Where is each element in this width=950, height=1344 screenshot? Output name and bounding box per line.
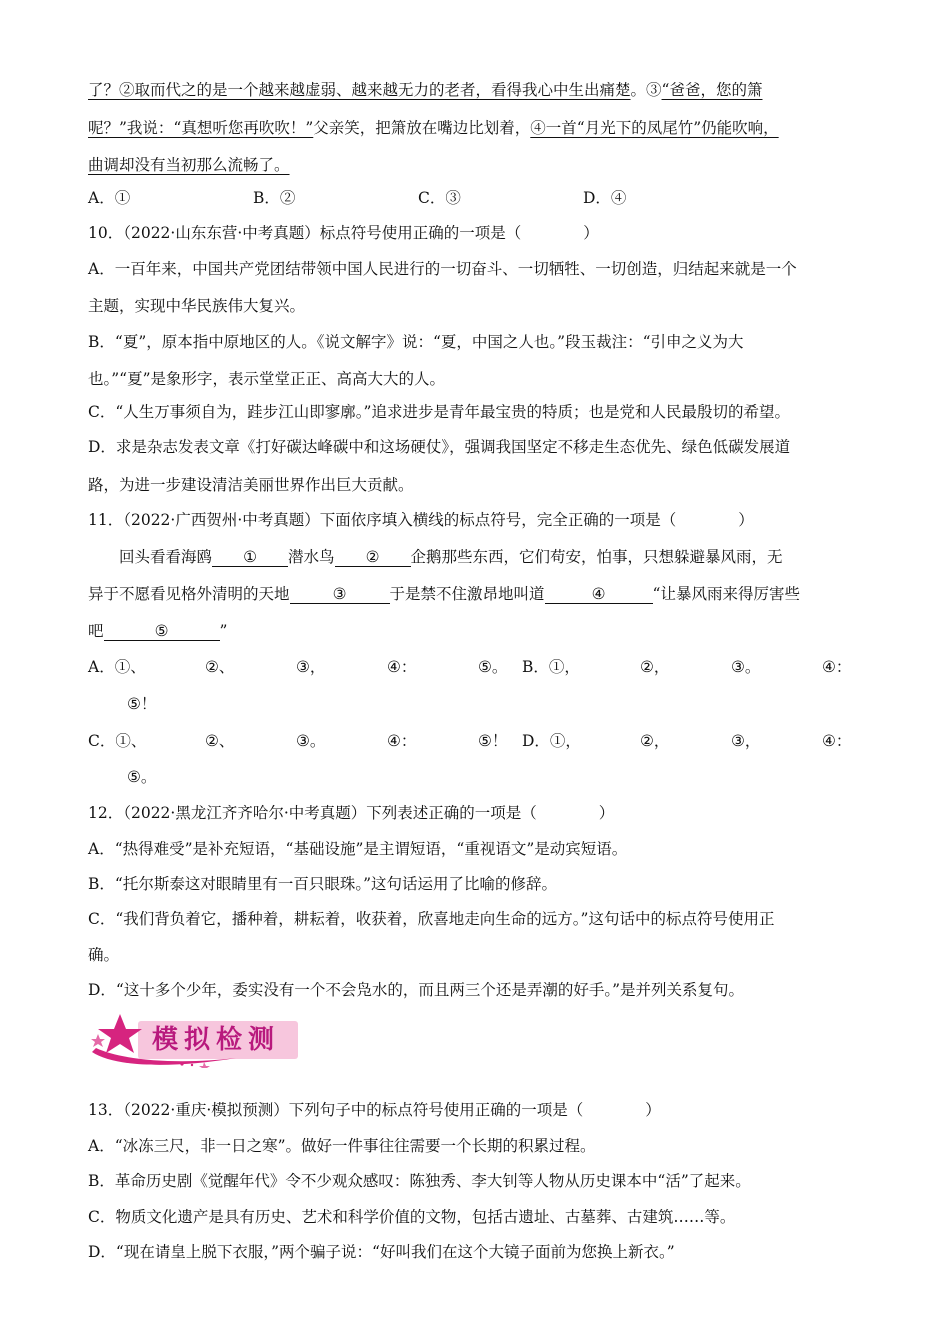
blank-5[interactable]: ⑤ xyxy=(104,622,220,641)
q10-option-c[interactable]: C．“人生万事须自为，跬步江山即寥廓。”追求进步是青年最宝贵的特质；也是党和人民最殷切的希望。 xyxy=(88,403,790,421)
section-banner xyxy=(86,1012,301,1068)
answer-paren-close: ） xyxy=(598,804,615,822)
q11-option-c-part: ④： xyxy=(387,732,417,750)
q10-option-a-cont: 主题，实现中华民族伟大复兴。 xyxy=(88,297,306,315)
q11-stem xyxy=(88,510,754,530)
q9-option-b[interactable]: B．② xyxy=(253,189,296,207)
passage-text: 异于不愿看见格外清明的天地 xyxy=(88,585,290,603)
q9-line-2 xyxy=(88,118,779,138)
q13-option-a[interactable]: A．“冰冻三尺，非一日之寒”。做好一件事往往需要一个长期的积累过程。 xyxy=(88,1137,596,1155)
q10-option-b-cont: 也。”“夏”是象形字，表示堂堂正正、高高大大的人。 xyxy=(88,370,446,388)
q11-option-c-part: ③。 xyxy=(296,732,326,750)
passage-text: 于是禁不住激昂地叫道 xyxy=(389,585,545,603)
q10-option-d-cont: 路，为进一步建设清洁美丽世界作出巨大贡献。 xyxy=(88,476,414,494)
q11-option-d-part: ④： xyxy=(822,732,852,750)
passage-text: “让暴风雨来得厉害些 xyxy=(652,585,800,603)
q11-option-d-part: ③， xyxy=(731,732,761,750)
section-title: 模拟检测 xyxy=(152,1025,281,1055)
q12-option-b[interactable]: B．“托尔斯泰这对眼睛里有一百只眼珠。”这句话运用了比喻的修辞。 xyxy=(88,875,557,893)
q11-passage-line-3 xyxy=(88,621,227,641)
q9-text: 父亲笑，把箫放在嘴边比划着， xyxy=(313,119,531,137)
q13-option-b[interactable]: B．革命历史剧《觉醒年代》令不少观众感叹：陈独秀、李大钊等人物从历史课本中“活”了起来。 xyxy=(88,1172,751,1190)
q10-option-a[interactable]: A．一百年来，中国共产党团结带领中国人民进行的一切奋斗、一切牺牲、一切创造，归结起来就是一个 xyxy=(88,260,797,278)
q11-option-b-tail: ⑤！ xyxy=(127,695,157,713)
q9-text: ②取而代之的是一个越来越虚弱、越来越无力的老者，看得我心中生出痛楚 xyxy=(119,81,631,99)
passage-text: 潜水鸟 xyxy=(288,548,335,566)
question-stem: 11．（2022·广西贺州·中考真题）下面依序填入横线的标点符号，完全正确的一项是（ xyxy=(88,511,677,529)
blank-3[interactable]: ③ xyxy=(290,585,390,604)
q12-option-a[interactable]: A．“热得难受”是补充短语，“基础设施”是主谓短语，“重视语文”是动宾短语。 xyxy=(88,840,628,858)
q11-option-b-part: ③。 xyxy=(731,658,761,676)
q9-text: 呢？”我说：“真想听您再吹吹！” xyxy=(88,119,314,137)
q11-option-d-tail: ⑤。 xyxy=(127,768,157,786)
question-stem: 12．（2022·黑龙江齐齐哈尔·中考真题）下列表述正确的一项是（ xyxy=(88,804,537,822)
q11-option-b-part: ②， xyxy=(640,658,670,676)
blank-4[interactable]: ④ xyxy=(545,585,653,604)
q12-option-d[interactable]: D．“这十多个少年，委实没有一个不会凫水的，而且两三个还是弄潮的好手。”是并列关系复句。 xyxy=(88,981,745,999)
q11-option-c[interactable]: C．①、 xyxy=(88,732,147,750)
answer-paren-close: ） xyxy=(583,224,599,242)
q11-option-a-part: ⑤。 xyxy=(478,658,508,676)
q11-option-a-part: ④： xyxy=(387,658,417,676)
blank-2[interactable]: ② xyxy=(335,548,411,567)
q9-option-a[interactable]: A．① xyxy=(88,189,131,207)
question-stem: 10．（2022·山东东营·中考真题）标点符号使用正确的一项是（ xyxy=(88,224,522,242)
passage-text: 回头看看海鸥 xyxy=(119,548,213,566)
q11-option-c-part: ⑤！ xyxy=(478,732,508,750)
q11-option-b[interactable]: B．①， xyxy=(522,658,580,676)
q10-option-b[interactable]: B．“夏”，原本指中原地区的人。《说文解字》说：“夏，中国之人也。”段玉裁注：“引申之义为大 xyxy=(88,333,744,351)
q11-passage-line-2 xyxy=(88,584,800,604)
q9-text: ④一首“月光下的凤尾竹”仍能吹响， xyxy=(530,119,779,137)
q10-stem xyxy=(88,223,599,243)
q11-option-b-part: ④： xyxy=(822,658,852,676)
q11-option-d-part: ②， xyxy=(640,732,670,750)
answer-paren-close: ） xyxy=(738,511,754,529)
q11-option-c-part: ②、 xyxy=(205,732,235,750)
q13-option-d[interactable]: D．“现在请皇上脱下衣服，”两个骗子说：“好叫我们在这个大镜子面前为您换上新衣。” xyxy=(88,1243,675,1261)
q13-stem xyxy=(88,1100,661,1120)
q9-line-3 xyxy=(88,155,290,175)
q12-option-c[interactable]: C．“我们背负着它，播种着，耕耘着，收获着，欣喜地走向生命的远方。”这句话中的标点符号使用正 xyxy=(88,910,775,928)
passage-text: 吧 xyxy=(88,622,104,640)
q12-stem xyxy=(88,803,614,823)
answer-paren-close: ） xyxy=(645,1101,661,1119)
q11-option-a-part: ②、 xyxy=(205,658,235,676)
q11-option-d[interactable]: D．①， xyxy=(522,732,581,750)
blank-1[interactable]: ① xyxy=(212,548,288,567)
q11-option-a-part: ③， xyxy=(296,658,326,676)
q10-option-d[interactable]: D．求是杂志发表文章《打好碳达峰碳中和这场硬仗》，强调我国坚定不移走生态优先、绿色低碳发展道 xyxy=(88,438,791,456)
passage-text: ” xyxy=(219,622,228,640)
passage-text: 企鹅那些东西，它们苟安，怕事，只想躲避暴风雨，无 xyxy=(410,548,783,566)
q9-option-c[interactable]: C．③ xyxy=(418,189,461,207)
q9-line-1 xyxy=(88,80,762,100)
q11-passage-line-1 xyxy=(119,547,783,567)
q9-text: 。③ xyxy=(630,81,662,99)
q9-text: “爸爸，您的箫 xyxy=(661,81,763,99)
question-stem: 13．（2022·重庆·模拟预测）下列句子中的标点符号使用正确的一项是（ xyxy=(88,1101,584,1119)
q13-option-c[interactable]: C．物质文化遗产是具有历史、艺术和科学价值的文物，包括古遗址、古墓葬、古建筑……等。 xyxy=(88,1208,736,1226)
q9-option-d[interactable]: D．④ xyxy=(583,189,627,207)
q12-option-c-cont: 确。 xyxy=(88,946,120,964)
q11-option-a[interactable]: A．①、 xyxy=(88,658,146,676)
q9-text: 曲调却没有当初那么流畅了。 xyxy=(88,156,290,174)
q9-text: 了？ xyxy=(88,81,120,99)
